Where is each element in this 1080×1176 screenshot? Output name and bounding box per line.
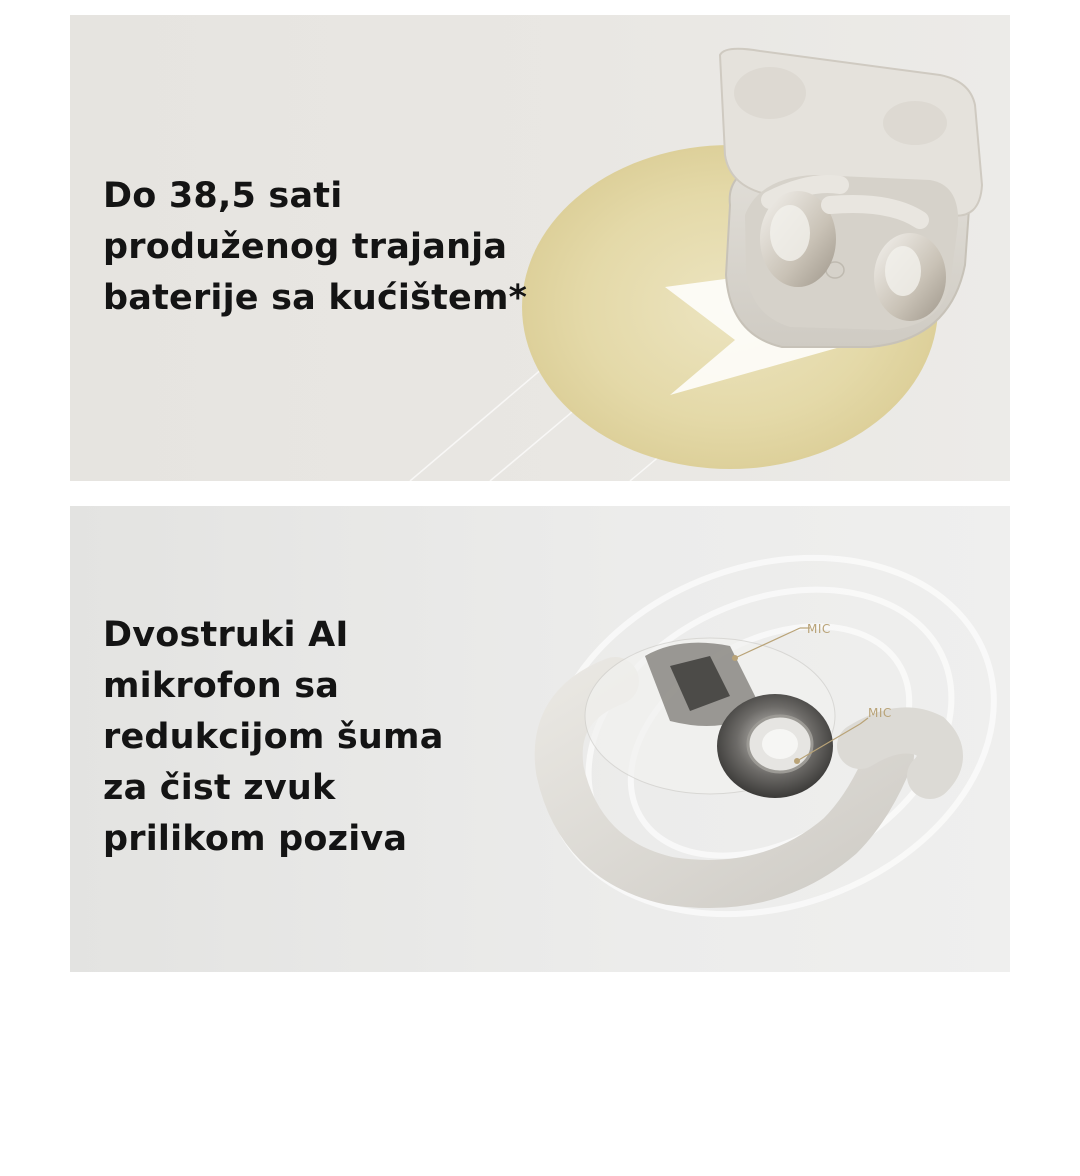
feature-line: produženog trajanja [103,227,508,267]
feature-line: Do 38,5 sati [103,176,343,216]
feature-line: mikrofon sa [103,666,340,706]
microphone-feature-text [103,610,444,865]
battery-feature-card [70,15,1010,481]
battery-feature-text [103,171,527,324]
microphone-feature-card [70,506,1010,972]
earbud-internals [585,638,835,798]
mic-label: MIC [868,706,892,720]
feature-line: Dvostruki AI [103,615,349,655]
feature-line: za čist zvuk [103,768,336,808]
feature-line: redukcijom šuma [103,717,444,757]
mic-label: MIC [807,622,831,636]
feature-line: baterije sa kućištem* [103,278,528,318]
feature-line: prilikom poziva [103,819,408,859]
